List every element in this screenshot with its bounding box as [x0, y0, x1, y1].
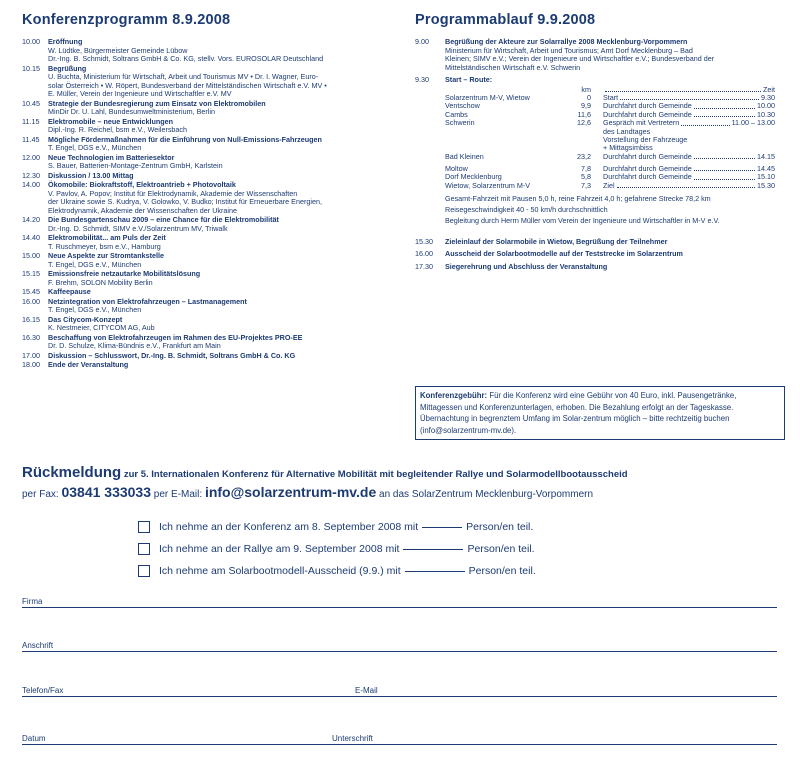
route-place: Solarzentrum M-V, Wietow: [445, 92, 530, 102]
fax-label: per Fax:: [22, 489, 59, 500]
program-detail: T. Engel, DGS e.V., München: [48, 305, 142, 314]
program-title: Ende der Veranstaltung: [48, 360, 129, 369]
program-detail: S. Bauer, Batterien-Montage-Zentrum GmbH, Karlstein: [48, 161, 223, 170]
route-km: 5,8: [581, 172, 591, 182]
route-km: 23,2: [577, 151, 591, 161]
rally-checkbox[interactable]: [138, 543, 150, 555]
route-notes: [445, 193, 785, 226]
boat-persons-blank[interactable]: [405, 571, 465, 572]
program-item: [22, 181, 407, 215]
program-time: 16.15: [22, 314, 40, 324]
datum-signature-field[interactable]: [22, 744, 777, 745]
checkbox-label-end: Person/en teil.: [468, 565, 536, 577]
conference-program-list: [22, 38, 407, 370]
program-title: Diskussion / 13.00 Mittag: [48, 170, 134, 180]
telefon-label: Telefon/Fax: [22, 686, 64, 695]
fax-number: 03841 333033: [61, 484, 152, 500]
route-row: [445, 119, 775, 153]
program-time: 9.00: [415, 37, 429, 46]
program-time: 12.00: [22, 152, 40, 162]
program-detail: T. Engel, DGS e.V., München: [48, 143, 142, 152]
email-recipient: an das SolarZentrum Mecklenburg-Vorpommern: [379, 489, 594, 500]
program-title: Die Bundesgartenschau 2009 – eine Chance für die Elektromobilität: [48, 215, 279, 224]
program-item: [22, 216, 407, 233]
rally-program: [415, 12, 785, 275]
anschrift-field[interactable]: [22, 651, 777, 652]
program-time: 16.00: [22, 296, 40, 306]
program-title: Neue Aspekte zur Stromtankstelle: [48, 251, 164, 260]
conference-program-title: Konferenzprogramm 8.9.2008: [22, 12, 231, 28]
program-time: 14.40: [22, 233, 40, 242]
route-time: 15.10: [757, 172, 775, 182]
program-title: Begrüßung der Akteure zur Solarrallye 2008 Mecklenburg-Vorpommern: [445, 37, 688, 46]
program-time: 10.15: [22, 63, 40, 73]
checkbox-label: Ich nehme an der Konferenz am 8. September 2008 mit: [159, 521, 419, 533]
fee-text: Für die Konferenz wird eine Gebühr von 40 Euro, inkl. Pausengetränke, Mittagessen und Konferenzunterlagen, erhoben. Die Bezahlung erfolgt an der Tageskasse. Übernachtung in begrenztem Umfang im Solar-zentrum möglich – bitte rechtzeitig buchen (info@solarzentrum-mv.de).: [420, 391, 737, 435]
response-subtitle: zur 5. Internationalen Konferenz für Alternative Mobilität mit begleitender Rallye und Solarmodellbootausscheid: [123, 469, 628, 480]
program-item: [22, 136, 407, 153]
program-item: [415, 263, 785, 272]
program-time: 11.15: [22, 116, 40, 126]
boat-checkbox[interactable]: [138, 565, 150, 577]
route-note: Reisegeschwindigkeit 40 - 50 km/h durchschnittlich: [445, 204, 608, 214]
program-time: 10.00: [22, 37, 40, 46]
unterschrift-label: Unterschrift: [332, 734, 373, 743]
conference-program: [22, 12, 407, 371]
route-km: 0: [587, 92, 591, 102]
route-time: 9.30: [761, 92, 775, 102]
route-desc: Durchfahrt durch Gemeinde: [603, 163, 692, 173]
checkbox-label-end: Person/en teil.: [466, 521, 534, 533]
program-time: 16.00: [415, 249, 433, 259]
program-item: [22, 334, 407, 351]
program-title: Kaffeepause: [48, 287, 91, 296]
program-item: [22, 234, 407, 251]
program-detail: Elektrodynamik, Akademie der Wissenschaften der Ukraine: [48, 205, 237, 215]
route-time: 14.15: [757, 151, 775, 161]
route-place: Moltow: [445, 163, 468, 173]
route-km: 11,6: [577, 109, 591, 119]
program-item: [22, 316, 407, 333]
response-word: Rückmeldung: [22, 464, 122, 481]
route-place: Dorf Mecklenburg: [445, 172, 502, 182]
program-time: 16.30: [22, 332, 40, 342]
program-detail: MinDir Dr. U. Lahl, Bundesumweltministerium, Berlin: [48, 107, 215, 116]
route-time: 14.45: [757, 163, 775, 173]
program-title: Emissionsfreie netzautarke Mobilitätslösung: [48, 269, 201, 278]
program-detail: Dr.-Ing. B. Schmidt, Soltrans GmbH & Co. KG, stellv. Vors. EUROSOLAR Deutschland: [48, 54, 324, 63]
route-desc: Durchfahrt durch Gemeinde: [603, 151, 692, 161]
program-title: Mögliche Fördermaßnahmen für die Einführung von Null-Emissions-Fahrzeugen: [48, 134, 322, 144]
program-item: [22, 118, 407, 135]
route-extra: + Mittagsimbiss: [603, 143, 653, 153]
route-desc: Durchfahrt durch Gemeinde: [603, 172, 692, 182]
conference-checkbox-row: [138, 516, 536, 538]
route-desc: Durchfahrt durch Gemeinde: [603, 109, 692, 119]
telefon-email-field[interactable]: [22, 696, 777, 697]
route-time: 10.30: [757, 109, 775, 119]
program-item: [22, 154, 407, 171]
program-detail: W. Lüdtke, Bürgermeister Gemeinde Lübow: [48, 45, 188, 55]
program-title: Zieleinlauf der Solarmobile in Wietow, Begrüßung der Teilnehmer: [445, 236, 668, 246]
email-field-label: E-Mail: [355, 686, 378, 695]
program-item: [22, 100, 407, 117]
program-title: Elektromobile – neue Entwicklungen: [48, 116, 174, 126]
response-header: [22, 464, 792, 500]
program-detail: der Ukraine sowie S. Kudrya, V. Golowko, V. Budko; Institut für Erneuerbare Energien,: [48, 197, 322, 206]
checkbox-label: Ich nehme am Solarbootmodell-Ausscheid (9.9.) mit: [159, 565, 401, 577]
route-time: 11.00 – 13.00: [731, 118, 775, 128]
route-km: 7,3: [581, 180, 591, 190]
route-item: [415, 76, 785, 85]
checkbox-label-end: Person/en teil.: [467, 543, 535, 555]
datum-label: Datum: [22, 734, 46, 743]
program-detail: K. Nestmeier, CITYCOM AG, Aub: [48, 323, 155, 332]
route-title: Start – Route:: [445, 75, 493, 84]
route-desc: Start: [603, 92, 619, 102]
program-time: 15.15: [22, 269, 40, 278]
program-time: 10.45: [22, 98, 40, 108]
route-row: [445, 182, 775, 190]
program-detail: Dipl.-Ing. R. Reichel, bsm e.V., Weilersbach: [48, 125, 188, 134]
boat-checkbox-row: [138, 560, 536, 582]
program-title: Siegerehrung und Abschluss der Veranstaltung: [445, 261, 608, 271]
zeit-header: Zeit: [763, 84, 775, 94]
program-item: [22, 352, 407, 361]
route-extra: des Landtages: [603, 126, 651, 136]
program-time: 15.00: [22, 251, 40, 260]
route-desc: Ziel: [603, 180, 615, 190]
route-km: 7,8: [581, 163, 591, 173]
rally-program-title: Programmablauf 9.9.2008: [415, 12, 596, 28]
program-title: Ausscheid der Solarbootmodelle auf der Teststrecke im Solarzentrum: [445, 249, 683, 259]
program-detail: V. Pavlov, A. Popov; Institut für Elektrodynamik, Akademie der Wissenschaften: [48, 188, 298, 198]
program-detail: E. Müller, Verein der Ingenieure und Wirtschaftler e.V. MV: [48, 89, 232, 98]
route-time: 15.30: [757, 180, 775, 190]
program-title: Neue Technologien im Batteriesektor: [48, 152, 175, 162]
route-note: Begleitung durch Herrn Müller vom Verein der Ingenieure und Wirtschaftler in M-V e.V.: [445, 215, 720, 225]
program-title: Das Citycom-Konzept: [48, 314, 123, 324]
program-detail: Dr.-Ing. D. Schmidt, SIMV e.V./Solarzentrum MV, Triwalk: [48, 223, 228, 233]
program-item: [22, 65, 407, 99]
route-km: 9,9: [581, 101, 591, 111]
conference-fee-box: [415, 386, 785, 440]
rally-persons-blank[interactable]: [403, 549, 463, 550]
conference-checkbox[interactable]: [138, 521, 150, 533]
route-place: Schwerin: [445, 118, 475, 128]
program-time: 12.30: [22, 170, 40, 180]
route-note: Gesamt-Fahrzeit mit Pausen 5,0 h, reine Fahrzeit 4,0 h; gefahrene Strecke 78,2 km: [445, 193, 711, 203]
program-time: 14.00: [22, 180, 40, 189]
anschrift-label: Anschrift: [22, 641, 54, 650]
program-time: 17.30: [415, 261, 433, 271]
program-detail: Mittelständischen Wirtschaft e.V. Schwerin: [445, 62, 581, 72]
program-detail: Dr. D. Schulze, Klima-Bündnis e.V., Frankfurt am Main: [48, 341, 221, 350]
conference-persons-blank[interactable]: [422, 527, 462, 528]
program-time: 18.00: [22, 360, 40, 369]
route-place: Bad Kleinen: [445, 151, 484, 161]
program-time: 15.45: [22, 287, 40, 296]
route-time: 10.00: [757, 101, 775, 111]
program-item: [22, 298, 407, 315]
program-time: 14.20: [22, 215, 40, 224]
program-title: Diskussion – Schlusswort, Dr.-Ing. B. Schmidt, Soltrans GmbH & Co. KG: [48, 350, 296, 360]
route-place: Cambs: [445, 109, 468, 119]
program-detail: solar Österreich • W. Röpert, Bundesverband der Mittelständischen Wirtschaft e.V. MV •: [48, 80, 327, 90]
program-item: [415, 238, 785, 247]
km-header: km: [581, 84, 591, 94]
route-row: [445, 153, 775, 165]
program-detail: F. Brehm, SOLON Mobility Berlin: [48, 277, 153, 287]
route-place: Wietow, Solarzentrum M-V: [445, 180, 531, 190]
route-extra: Vorstellung der Fahrzeuge: [603, 134, 688, 144]
route-desc: Gespräch mit Vertretern: [603, 118, 680, 128]
program-title: Ökomobile: Biokraftstoff, Elektroantrieb + Photovoltaik: [48, 180, 236, 189]
firma-label: Firma: [22, 597, 43, 606]
program-item: [22, 288, 407, 297]
program-detail: Ministerium für Wirtschaft, Arbeit und Tourismus; Amt Dorf Mecklenburg – Bad: [445, 45, 693, 55]
route-table: [445, 86, 775, 190]
program-title: Eröffnung: [48, 37, 83, 46]
email-label: per E-Mail:: [153, 489, 203, 500]
program-item: [22, 172, 407, 181]
fee-label: Konferenzgebühr:: [420, 391, 488, 400]
program-item: [22, 361, 407, 370]
program-time: 15.30: [415, 236, 433, 246]
checkbox-label: Ich nehme an der Rallye am 9. September 2008 mit: [159, 543, 400, 555]
route-place: Ventschow: [445, 101, 480, 111]
program-title: Begrüßung: [48, 63, 87, 73]
rally-checkbox-row: [138, 538, 536, 560]
route-desc: Durchfahrt durch Gemeinde: [603, 101, 692, 111]
program-detail: T. Ruschmeyer, bsm e.V., Hamburg: [48, 241, 161, 251]
program-detail: U. Buchta, Ministerium für Wirtschaft, Arbeit und Tourismus MV • Dr. I. Wagner, Euro-: [48, 72, 319, 81]
program-time: 11.45: [22, 134, 40, 144]
program-item: [22, 252, 407, 269]
program-item: [415, 38, 785, 72]
program-item: [22, 270, 407, 287]
registration-checkboxes: [138, 516, 536, 582]
program-title: Strategie der Bundesregierung zum Einsatz von Elektromobilen: [48, 98, 266, 108]
program-title: Elektromobilität... am Puls der Zeit: [48, 233, 166, 242]
email-address[interactable]: info@solarzentrum-mv.de: [204, 484, 377, 500]
program-item: [22, 38, 407, 64]
program-detail: Kleinen; SIMV e.V.; Verein der Ingenieure und Wirtschaftler e.V.; Bundesverband der: [445, 54, 715, 63]
route-km: 12,6: [577, 118, 591, 128]
program-detail: T. Engel, DGS e.V., München: [48, 259, 142, 269]
program-title: Beschaffung von Elektrofahrzeugen im Rahmen des EU-Projektes PRO-EE: [48, 332, 303, 342]
firma-field[interactable]: [22, 607, 777, 608]
program-item: [415, 250, 785, 259]
program-title: Netzintegration von Elektrofahrzeugen – Lastmanagement: [48, 296, 247, 306]
program-time: 17.00: [22, 350, 40, 360]
program-time: 9.30: [415, 75, 429, 84]
